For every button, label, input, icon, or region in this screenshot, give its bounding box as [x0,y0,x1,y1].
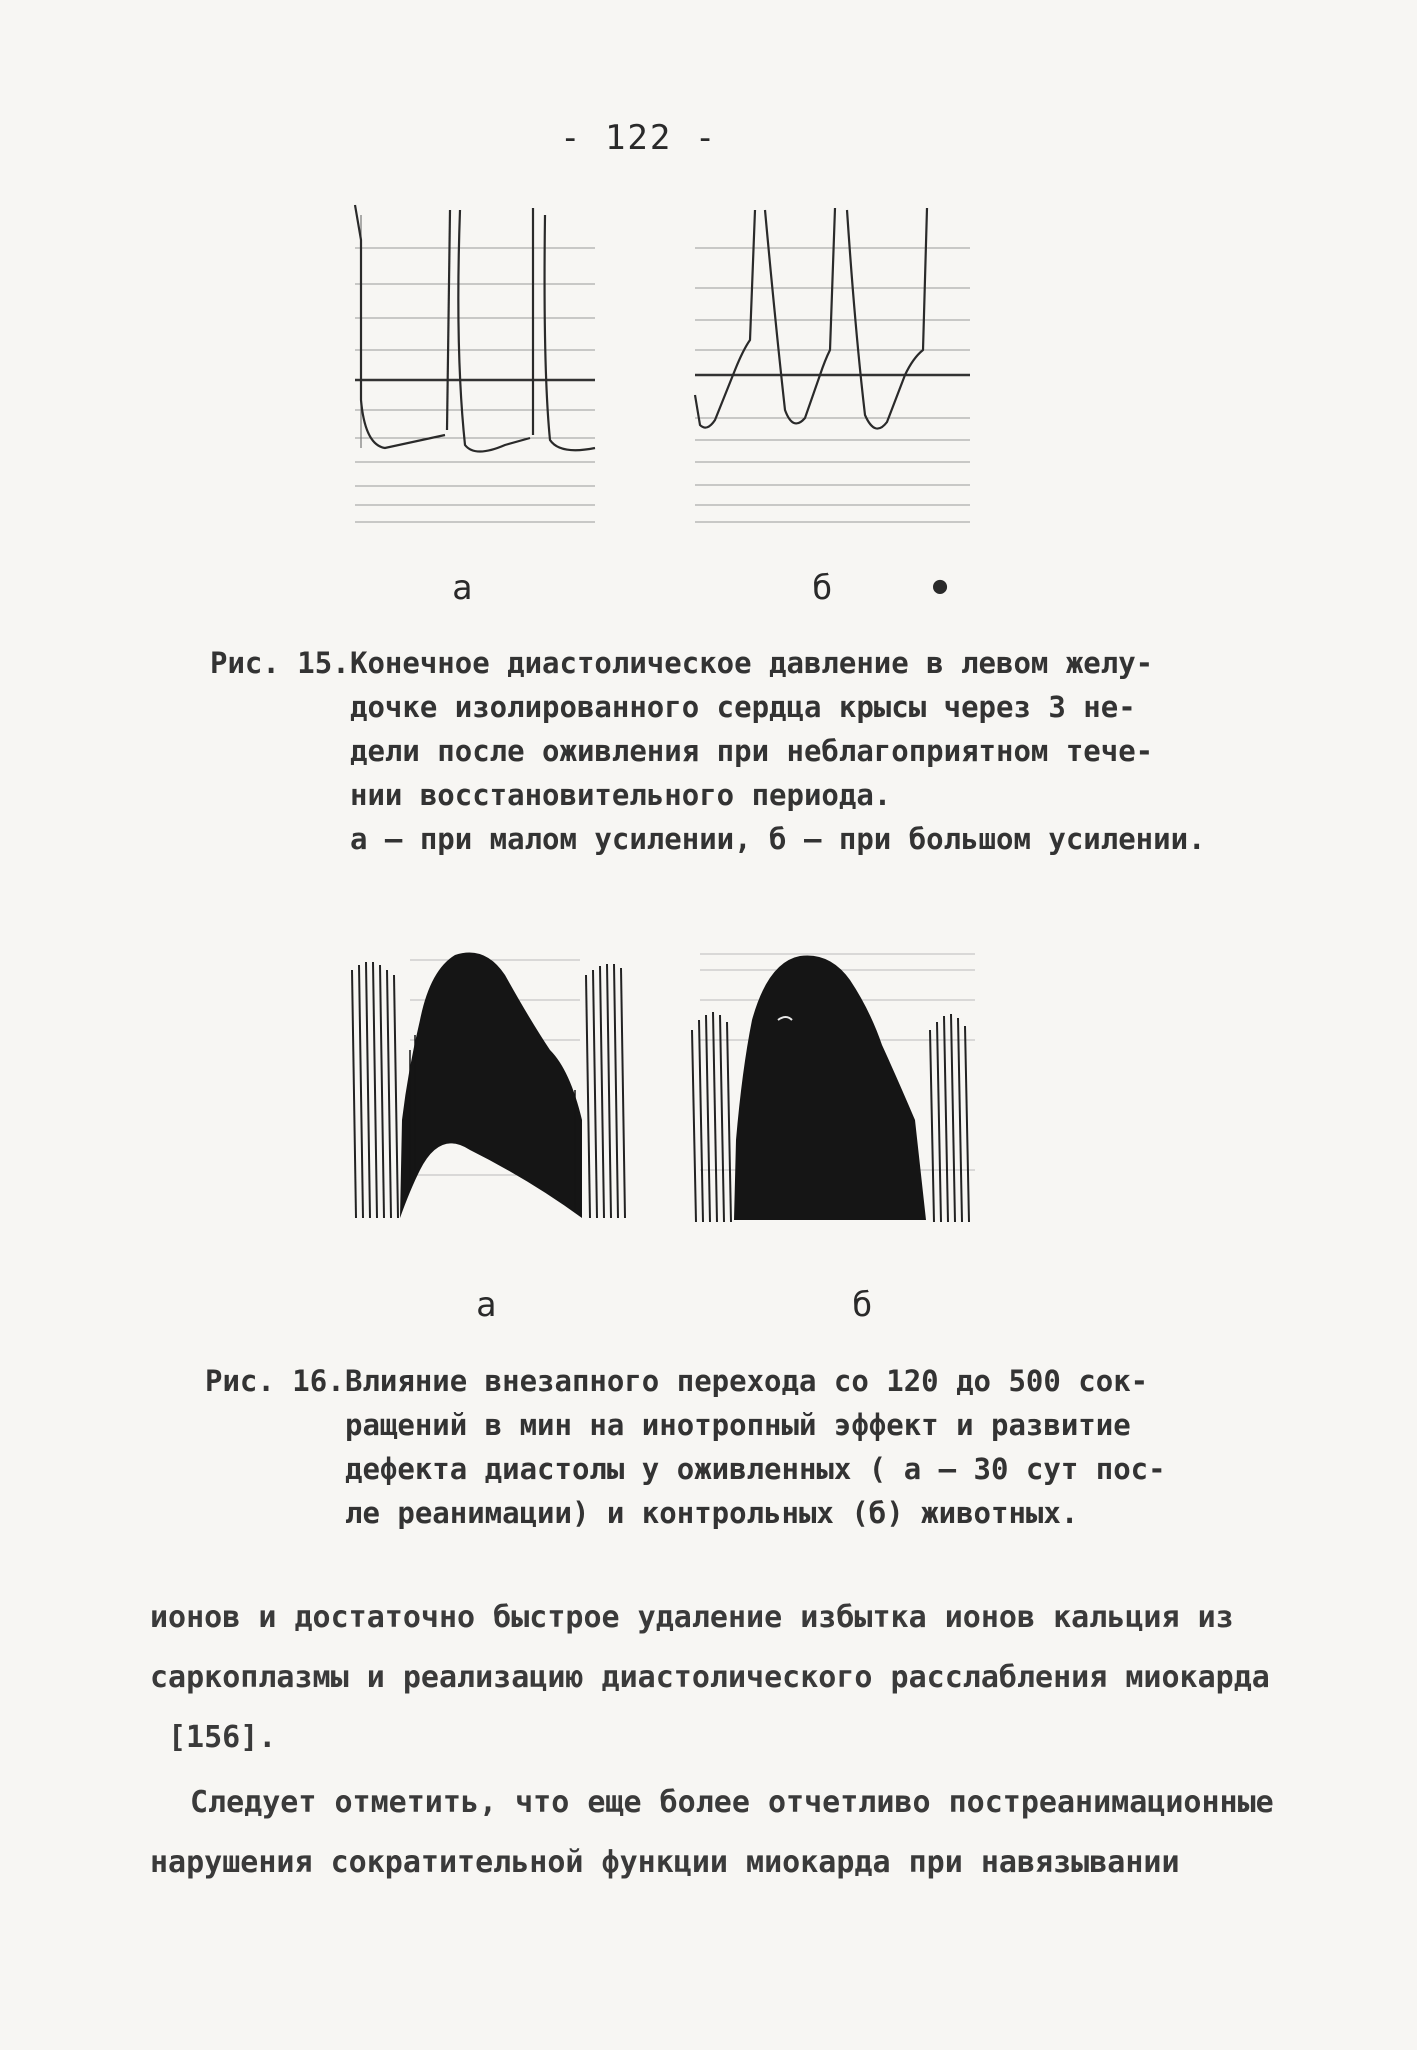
figure-16b-recording [690,940,980,1225]
body-text-line: ионов и достаточно быстрое удаление избытка ионов кальция из [150,1600,1234,1635]
figure-16-label-b: б [852,1285,873,1325]
figure-16-caption-line: Влияние внезапного перехода со 120 до 500 сок- [345,1364,1149,1398]
figure-16-caption-line: дефекта диастолы у оживленных ( а – 30 сут пос- [345,1452,1166,1486]
figure-16-caption-line: ращений в мин на инотропный эффект и развитие [345,1408,1131,1442]
figure-15-caption-line: а – при малом усилении, б – при большом усилении. [350,822,1206,856]
body-text-line: [156]. [168,1720,277,1755]
body-text-line: нарушения сократительной функции миокарда при навязывании [150,1845,1180,1880]
figure-15-mark: • [928,566,953,612]
body-text-line: саркоплазмы и реализацию диастолического расслабления миокарда [150,1660,1270,1695]
figure-15-caption-line: дели после оживления при неблагоприятном тече- [350,734,1154,768]
figure-16-caption-head: Рис. 16. [205,1364,345,1398]
figure-16-label-a: а [476,1285,497,1325]
figure-15-label-a: а [452,568,473,608]
figure-15-caption-line: дочке изолированного сердца крысы через 3 не- [350,690,1136,724]
figure-15b-recording [695,200,970,540]
figure-15-caption-line: Конечное диастолическое давление в левом желу- [350,646,1154,680]
figure-15-caption [210,642,1310,862]
figure-15-caption-head: Рис. 15. [210,646,350,680]
page-number: - 122 - [560,118,718,158]
figure-16a-recording [350,940,640,1220]
figure-15-label-b: б [812,568,833,608]
figure-15a-recording [355,200,595,540]
figure-16-caption [205,1360,1305,1540]
body-text-line: Следует отметить, что еще более отчетливо постреанимационные [190,1785,1274,1820]
figure-16-caption-line: ле реанимации) и контрольных (б) животных. [345,1496,1079,1530]
figure-15-caption-line: нии восстановительного периода. [350,778,892,812]
